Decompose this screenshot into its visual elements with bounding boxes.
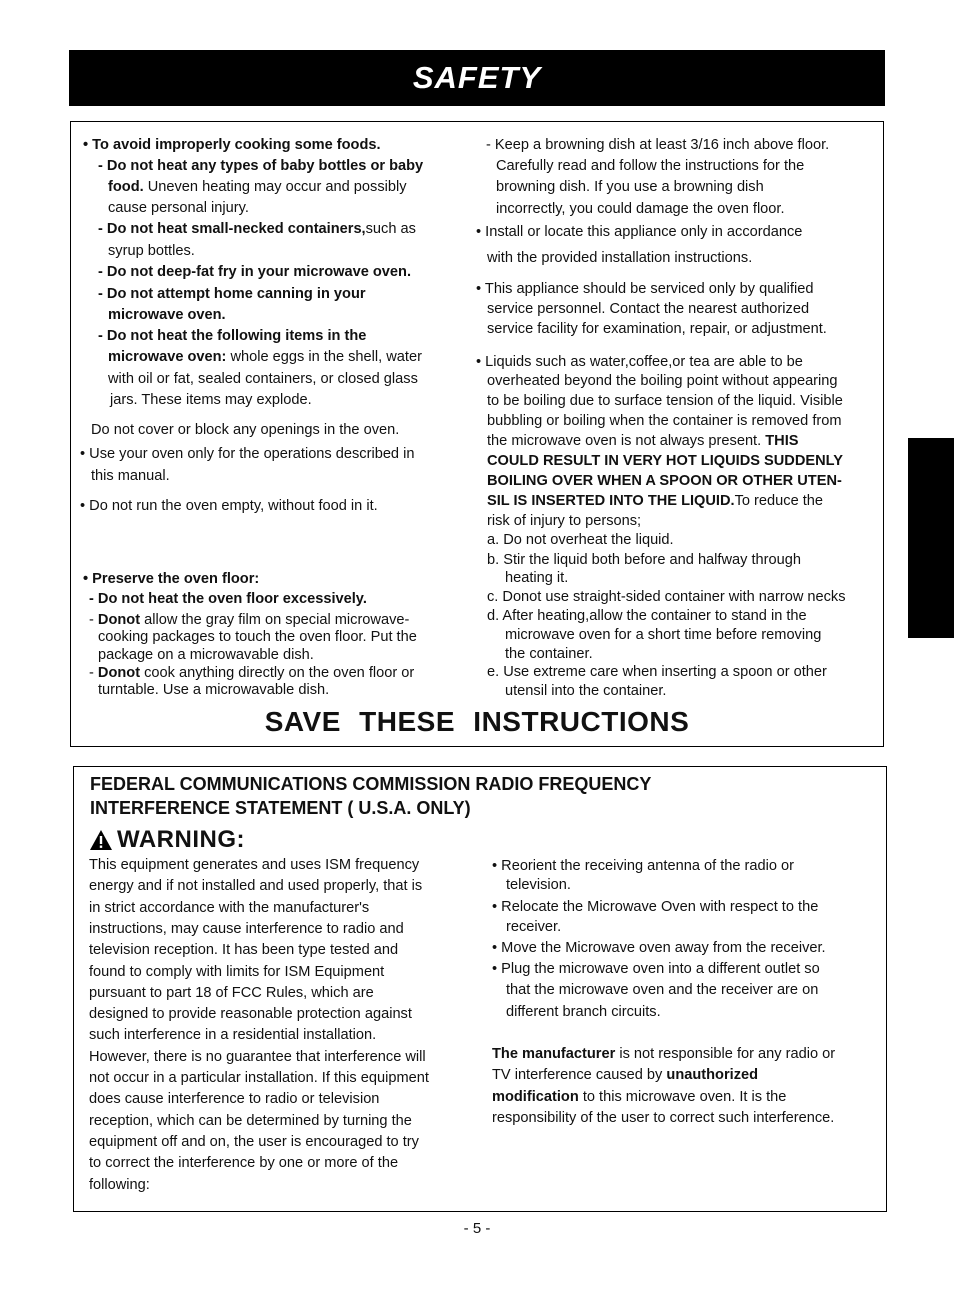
donot-film-line2: cooking packages to touch the oven floor. Put the — [98, 629, 417, 645]
donot-cook-line1 — [89, 664, 414, 683]
fcc-bullet-move: • Move the Microwave oven away from the receiver. — [492, 940, 826, 956]
manufacturer-bold: The manufacturer — [492, 1046, 616, 1062]
manufacturer-bold: modification — [492, 1089, 579, 1105]
small-necked-line2: syrup bottles. — [108, 243, 195, 259]
list-item-e-line1: e. Use extreme care when inserting a spoon or other — [487, 664, 827, 680]
fcc-left-line: following: — [89, 1176, 150, 1193]
liq-normal: the microwave oven is not always present. — [487, 433, 766, 449]
preserve-title: • Preserve the oven floor: — [83, 571, 260, 587]
fcc-bullet-reorient-line1: • Reorient the receiving antenna of the radio or — [492, 858, 795, 874]
liquids-line8 — [487, 492, 823, 511]
baby-bottles-line2 — [108, 177, 407, 198]
items-line4: jars. These items may explode. — [110, 392, 312, 408]
manufacturer-line4: responsibility of the user to correct such interference. — [492, 1110, 835, 1126]
donot-cook-line2: turntable. Use a microwavable dish. — [98, 682, 330, 698]
service-line1: • This appliance should be serviced only by qualified — [476, 281, 814, 297]
manufacturer-bold: unauthorized — [666, 1067, 759, 1083]
baby-normal: Uneven heating may occur and possibly — [143, 179, 407, 195]
install-line2: with the provided installation instructions. — [487, 250, 753, 266]
fcc-left-line: pursuant to part 18 of FCC Rules, which are — [89, 984, 374, 1001]
manufacturer-line1 — [492, 1044, 835, 1065]
use-oven-line1: • Use your oven only for the operations described in — [80, 446, 415, 462]
donot-bold: Donot — [97, 665, 141, 681]
baby-bottles-line3: cause personal injury. — [108, 200, 249, 216]
fcc-left-line: television reception. It has been type tested and — [89, 942, 399, 959]
fcc-left-line: such interference in a residential installation. — [89, 1027, 377, 1044]
fcc-left-line: does cause interference to radio or television — [89, 1091, 380, 1108]
browning-line3: browning dish. If you use a browning dish — [496, 179, 764, 195]
list-item-b-line2: heating it. — [505, 570, 569, 586]
liq-normal: To reduce the — [734, 493, 824, 509]
fcc-bullet-plug-line3: different branch circuits. — [506, 1004, 661, 1020]
fcc-left-line: instructions, may cause interference to radio and — [89, 920, 404, 937]
items-normal: whole eggs in the shell, water — [226, 349, 422, 365]
fcc-left-line: This equipment generates and uses ISM frequency — [89, 857, 420, 873]
manufacturer-normal: TV interference caused by — [492, 1067, 667, 1083]
items-line3: with oil or fat, sealed containers, or closed glass — [108, 371, 418, 387]
fcc-left-line: However, there is no guarantee that interference will — [89, 1048, 426, 1065]
neck-bold: - Do not heat small-necked containers, — [98, 221, 366, 237]
liquids-line3: to be boiling due to surface tension of the liquid. Visible — [487, 393, 843, 409]
browning-line2: Carefully read and follow the instructions for the — [496, 158, 805, 174]
warning-triangle-icon — [89, 829, 113, 851]
canning-line1: - Do not attempt home canning in your — [98, 286, 366, 302]
liquids-line7: BOILING OVER WHEN A SPOON OR OTHER UTEN- — [487, 473, 842, 489]
liquids-line9: risk of injury to persons; — [487, 513, 642, 529]
fcc-left-line: to correct the interference by one or more of the — [89, 1155, 399, 1172]
liquids-line4: bubbling or boiling when the container is removed from — [487, 413, 842, 429]
list-item-d-line1: d. After heating,allow the container to stand in the — [487, 608, 807, 624]
use-oven-line2: this manual. — [91, 468, 170, 484]
fcc-left-line: energy and if not installed and used properly, that is — [89, 878, 423, 895]
fcc-left-line: found to comply with limits for ISM Equipment — [89, 963, 385, 980]
warning-label: WARNING: — [117, 826, 245, 853]
fcc-left-line: equipment off and on, the user is encouraged to try — [89, 1133, 419, 1150]
deep-fat-line: - Do not deep-fat fry in your microwave oven. — [98, 264, 412, 280]
fcc-left-line: not occur in a particular installation. If this equipment — [89, 1070, 429, 1086]
manufacturer-normal: to this microwave oven. It is the — [578, 1089, 787, 1105]
donot-rest: cook anything directly on the oven floor or — [140, 665, 415, 681]
neck-normal: such as — [365, 221, 416, 237]
items-line1: - Do not heat the following items in the — [98, 328, 367, 344]
page-title: SAFETY — [412, 60, 542, 95]
floor-heat: - Do not heat the oven floor excessively. — [89, 591, 367, 607]
fcc-title-line2: INTERFERENCE STATEMENT ( U.S.A. ONLY) — [90, 798, 471, 818]
fcc-bullet-plug-line1: • Plug the microwave oven into a different outlet so — [492, 961, 820, 977]
header-banner — [69, 50, 885, 106]
cover-openings: Do not cover or block any openings in the oven. — [91, 422, 400, 438]
fcc-bullet-relocate-line2: receiver. — [506, 919, 562, 935]
service-line2: service personnel. Contact the nearest authorized — [487, 301, 810, 317]
fcc-title-line1: FEDERAL COMMUNICATIONS COMMISSION RADIO FREQUENCY — [90, 774, 652, 794]
list-item-c: c. Donot use straight-sided container with narrow necks — [487, 589, 846, 605]
run-empty: • Do not run the oven empty, without food in it. — [80, 498, 378, 514]
items-line2 — [108, 347, 422, 368]
dash: - — [89, 665, 98, 681]
small-necked-line1 — [98, 219, 416, 240]
items-bold: microwave oven: — [108, 349, 227, 365]
baby-bold: food. — [108, 179, 144, 195]
warning-heading — [89, 826, 245, 854]
liq-bold: SIL IS INSERTED INTO THE LIQUID. — [487, 493, 735, 509]
baby-bottles-line1: - Do not heat any types of baby bottles or baby — [98, 158, 424, 174]
save-instructions-heading: SAVE THESE INSTRUCTIONS — [264, 706, 690, 737]
list-item-d-line2: microwave oven for a short time before removing — [505, 627, 822, 643]
fcc-bullet-reorient-line2: television. — [506, 877, 571, 893]
liquids-line2: overheated beyond the boiling point without appearing — [487, 373, 838, 389]
section-tab-marker — [908, 438, 954, 638]
donot-bold: Donot — [97, 612, 141, 628]
donot-film-line1 — [89, 611, 409, 630]
fcc-bullet-plug-line2: that the microwave oven and the receiver are on — [506, 982, 819, 998]
list-item-d-line3: the container. — [505, 646, 593, 662]
liquids-line5 — [487, 432, 798, 451]
dash: - — [89, 612, 98, 628]
fcc-left-line: reception, which can be determined by turning the — [89, 1112, 412, 1129]
donot-film-line3: package on a microwavable dish. — [98, 647, 314, 663]
donot-rest: allow the gray film on special microwave- — [140, 612, 410, 628]
page-number: - 5 - — [463, 1220, 491, 1237]
list-item-b-line1: b. Stir the liquid both before and halfway through — [487, 552, 801, 568]
list-item-e-line2: utensil into the container. — [505, 683, 667, 699]
manufacturer-normal: is not responsible for any radio or — [615, 1046, 836, 1062]
install-line1: • Install or locate this appliance only in accordance — [476, 224, 803, 240]
manufacturer-line2 — [492, 1065, 758, 1086]
canning-line2: microwave oven. — [108, 307, 226, 323]
manufacturer-line3 — [492, 1087, 786, 1108]
browning-line4: incorrectly, you could damage the oven floor. — [496, 201, 785, 217]
bullet-title: • To avoid improperly cooking some foods. — [83, 137, 381, 153]
fcc-left-line: designed to provide reasonable protection against — [89, 1006, 412, 1023]
liquids-line1: • Liquids such as water,coffee,or tea are able to be — [476, 354, 803, 370]
list-item-a: a. Do not overheat the liquid. — [487, 532, 674, 548]
browning-line1: - Keep a browning dish at least 3/16 inch above floor. — [486, 137, 830, 153]
fcc-left-line: in strict accordance with the manufacturer's — [89, 899, 370, 916]
service-line3: service facility for examination, repair, or adjustment. — [487, 321, 827, 337]
liquids-line6: COULD RESULT IN VERY HOT LIQUIDS SUDDENLY — [487, 453, 843, 469]
fcc-bullet-relocate-line1: • Relocate the Microwave Oven with respect to the — [492, 899, 819, 915]
liq-bold: THIS — [765, 433, 799, 449]
